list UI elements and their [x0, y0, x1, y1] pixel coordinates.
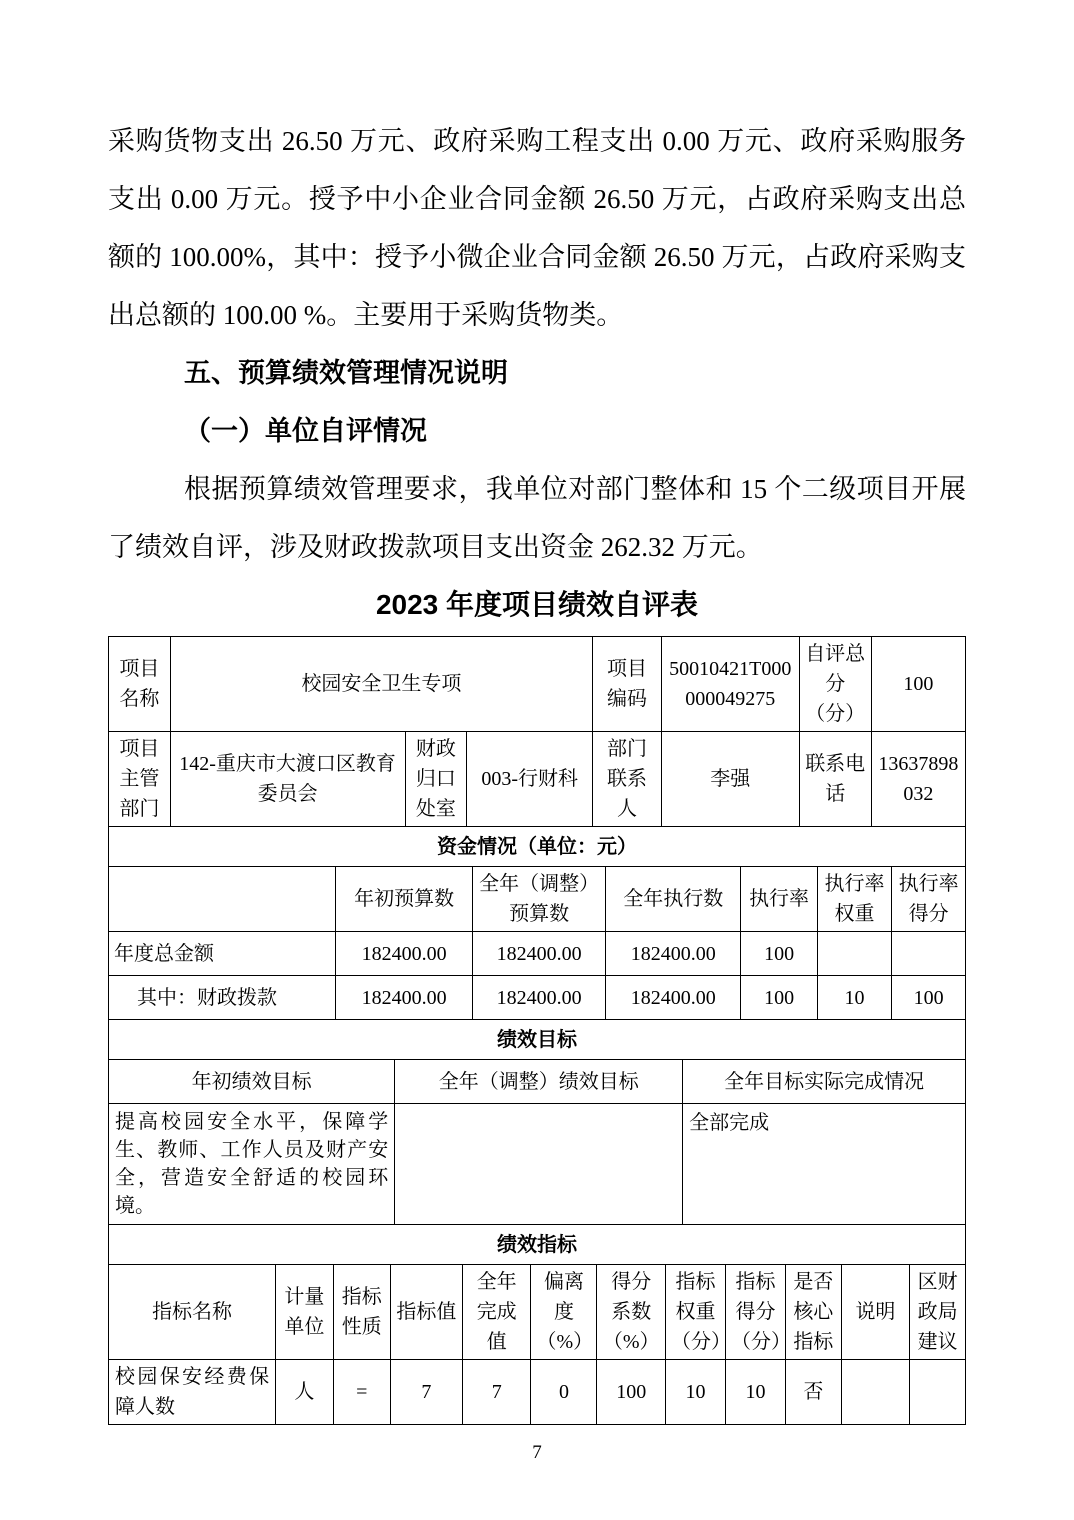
- goals-section-title: 绩效目标: [109, 1020, 966, 1060]
- funds-total-adjusted: 182400.00: [473, 932, 606, 976]
- funds-header-initial-budget: 年初预算数: [336, 867, 473, 932]
- indicators-section-title: 绩效指标: [109, 1225, 966, 1265]
- info-row-department: [109, 732, 966, 827]
- procurement-paragraph: 采购货物支出 26.50 万元、政府采购工程支出 0.00 万元、政府采购服务支出 0.00 万元。授予中小企业合同金额 26.50 万元，占政府采购支出总额的 100.00%，其中：授予小微企业合同金额 26.50 万元，占政府采购支出总额的 100.00 %。主要用于采购货物类。: [108, 126, 966, 330]
- goals-header-row: [109, 1060, 966, 1104]
- section-heading: 五、预算绩效管理情况说明: [184, 358, 508, 388]
- ind-score: 10: [725, 1360, 785, 1425]
- project-code-value: 50010421T000000049275: [661, 637, 799, 732]
- goals-table: [108, 1019, 966, 1225]
- funds-total-label: 年度总金额: [109, 932, 336, 976]
- funds-header-exec-rate: 执行率: [741, 867, 817, 932]
- phone-label: 联系电话: [799, 732, 871, 827]
- funds-fiscal-initial: 182400.00: [336, 976, 473, 1020]
- ind-header-unit: 计量单位: [276, 1265, 333, 1360]
- info-row-project: [109, 637, 966, 732]
- ind-header-target: 指标值: [390, 1265, 462, 1360]
- self-eval-paragraph: 根据预算绩效管理要求，我单位对部门整体和 15 个二级项目开展了绩效自评，涉及财政拨款项目支出资金 262.32 万元。: [108, 474, 966, 562]
- goals-initial-text: 提高校园安全水平，保障学生、教师、工作人员及财产安全，营造安全舒适的校园环境。: [109, 1104, 395, 1225]
- ind-header-core: 是否核心指标: [785, 1265, 841, 1360]
- goals-header-initial: 年初绩效目标: [109, 1060, 395, 1104]
- goals-content-row: [109, 1104, 966, 1225]
- funds-fiscal-label: 其中：财政拨款: [109, 976, 336, 1020]
- ind-nature: =: [333, 1360, 390, 1425]
- funds-total-executed: 182400.00: [606, 932, 741, 976]
- funds-fiscal-adjusted: 182400.00: [473, 976, 606, 1020]
- funds-fiscal-score: 100: [892, 976, 966, 1020]
- funds-total-rate: 100: [741, 932, 817, 976]
- ind-completed: 7: [462, 1360, 531, 1425]
- ind-target: 7: [390, 1360, 462, 1425]
- funds-fiscal-executed: 182400.00: [606, 976, 741, 1020]
- dept-value: 142-重庆市大渡口区教育委员会: [170, 732, 405, 827]
- funds-total-weight: [817, 932, 892, 976]
- funds-fiscal-weight: 10: [817, 976, 892, 1020]
- office-value: 003-行财科: [467, 732, 593, 827]
- ind-name: 校园保安经费保障人数: [109, 1360, 276, 1425]
- office-label: 财政归口处室: [405, 732, 467, 827]
- funds-header-row: [109, 867, 966, 932]
- ind-bureau-advice: [910, 1360, 966, 1425]
- funds-total-score: [892, 932, 966, 976]
- ind-header-nature: 指标性质: [333, 1265, 390, 1360]
- ind-header-note: 说明: [841, 1265, 910, 1360]
- ind-header-score-coef: 得分系数（%）: [597, 1265, 666, 1360]
- funds-fiscal-rate: 100: [741, 976, 817, 1020]
- goals-actual-text: 全部完成: [683, 1104, 966, 1225]
- funds-header-exec-score: 执行率得分: [892, 867, 966, 932]
- ind-unit: 人: [276, 1360, 333, 1425]
- ind-deviation: 0: [531, 1360, 597, 1425]
- contact-label: 部门联系人: [593, 732, 662, 827]
- self-score-value: 100: [871, 637, 965, 732]
- funds-row-total: [109, 932, 966, 976]
- ind-core: 否: [785, 1360, 841, 1425]
- goals-adjusted-text: [395, 1104, 683, 1225]
- ind-header-deviation: 偏离度（%）: [531, 1265, 597, 1360]
- ind-header-score: 指标得分（分）: [725, 1265, 785, 1360]
- ind-note: [841, 1360, 910, 1425]
- ind-weight: 10: [666, 1360, 726, 1425]
- goals-section-row: [109, 1020, 966, 1060]
- project-code-label: 项目编码: [593, 637, 662, 732]
- funds-table: [108, 826, 966, 1020]
- phone-value: 13637898032: [871, 732, 965, 827]
- goals-header-adjusted: 全年（调整）绩效目标: [395, 1060, 683, 1104]
- project-info-table: [108, 636, 966, 827]
- indicators-header-row: [109, 1265, 966, 1360]
- funds-header-blank: [109, 867, 336, 932]
- project-name-label: 项目名称: [109, 637, 171, 732]
- goals-header-actual: 全年目标实际完成情况: [683, 1060, 966, 1104]
- indicators-table: [108, 1224, 966, 1425]
- funds-row-fiscal: [109, 976, 966, 1020]
- ind-score-coef: 100: [597, 1360, 666, 1425]
- ind-header-bureau-advice: 区财政局建议: [910, 1265, 966, 1360]
- funds-header-executed: 全年执行数: [606, 867, 741, 932]
- ind-header-weight: 指标权重（分）: [666, 1265, 726, 1360]
- funds-header-adjusted-budget: 全年（调整）预算数: [473, 867, 606, 932]
- subsection-heading: （一）单位自评情况: [184, 416, 427, 446]
- funds-section-row: [109, 827, 966, 867]
- ind-header-completed: 全年完成值: [462, 1265, 531, 1360]
- indicators-section-row: [109, 1225, 966, 1265]
- funds-section-title: 资金情况（单位：元）: [109, 827, 966, 867]
- dept-label: 项目主管部门: [109, 732, 171, 827]
- table-title: 2023 年度项目绩效自评表: [375, 589, 699, 620]
- self-score-label: 自评总分（分）: [799, 637, 871, 732]
- page-number: 7: [532, 1442, 542, 1463]
- funds-total-initial: 182400.00: [336, 932, 473, 976]
- funds-header-exec-weight: 执行率权重: [817, 867, 892, 932]
- project-name-value: 校园安全卫生专项: [170, 637, 592, 732]
- contact-value: 李强: [661, 732, 799, 827]
- indicators-data-row: [109, 1360, 966, 1425]
- ind-header-name: 指标名称: [109, 1265, 276, 1360]
